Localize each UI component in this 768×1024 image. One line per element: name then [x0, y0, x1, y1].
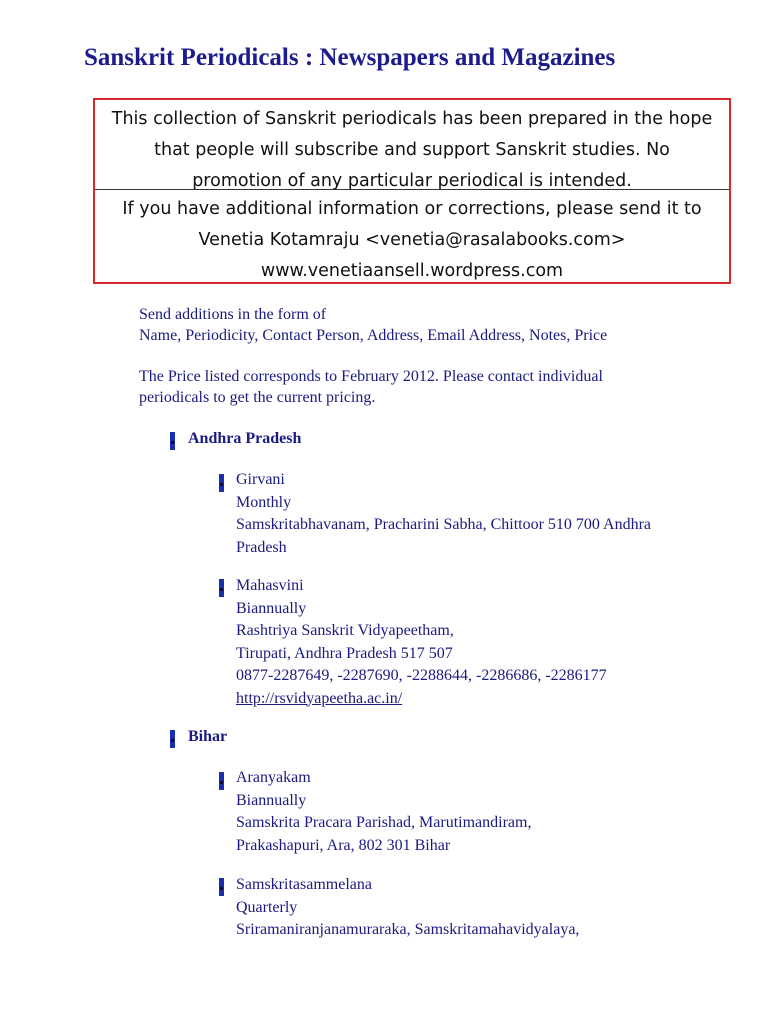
state-heading: Andhra Pradesh [188, 430, 302, 447]
periodical-website-link[interactable]: http://rsvidyapeetha.ac.in/ [236, 689, 403, 707]
periodical-address: Tirupati, Andhra Pradesh 517 507 [236, 644, 453, 662]
periodical-name: Samskritasammelana [236, 876, 372, 893]
state-bullet-icon [170, 730, 175, 748]
notice-contact-line: Venetia Kotamraju <venetia@rasalabooks.com> [198, 230, 626, 250]
periodical-entry [236, 874, 579, 942]
notice-intro-line: promotion of any particular periodical is intended. [192, 171, 632, 191]
entry-bullet-icon [219, 579, 224, 597]
notice-box [93, 98, 731, 284]
entry-bullet-icon [219, 474, 224, 492]
periodical-name: Mahasvini [236, 577, 304, 594]
price-note-paragraph [139, 366, 603, 408]
periodical-name: Aranyakam [236, 769, 311, 786]
periodical-frequency: Biannually [236, 791, 307, 809]
periodical-address: Rashtriya Sanskrit Vidyapeetham, [236, 622, 454, 639]
notice-contact [95, 194, 729, 287]
periodical-frequency: Monthly [236, 493, 292, 511]
instructions-paragraph [139, 304, 607, 346]
periodical-entry [236, 575, 607, 710]
periodical-address: Samskrita Pracara Parishad, Marutimandiram, [236, 814, 532, 831]
notice-intro-line: that people will subscribe and support Sanskrit studies. No [154, 140, 670, 160]
periodical-entry [236, 469, 651, 559]
state-heading: Bihar [188, 728, 228, 745]
periodical-entry [236, 767, 531, 857]
notice-contact-line: If you have additional information or corrections, please send it to [122, 199, 702, 219]
periodical-address: Pradesh [236, 538, 287, 556]
periodical-address: Samskritabhavanam, Pracharini Sabha, Chittoor 510 700 Andhra [236, 516, 652, 533]
price-note-line: The Price listed corresponds to February 2012. Please contact individual [139, 368, 603, 385]
instructions-line: Send additions in the form of [139, 306, 327, 323]
notice-intro-line: This collection of Sanskrit periodicals has been prepared in the hope [111, 109, 713, 129]
notice-divider [95, 189, 729, 190]
price-note-line: periodicals to get the current pricing. [139, 389, 376, 406]
notice-contact-line: www.venetiaansell.wordpress.com [260, 261, 564, 281]
periodical-address: Sriramaniranjanamuraraka, Samskritamahavidyalaya, [236, 921, 580, 938]
periodical-frequency: Quarterly [236, 898, 298, 916]
periodical-phone: 0877-2287649, -2287690, -2288644, -2286686, -2286177 [236, 667, 607, 684]
instructions-line: Name, Periodicity, Contact Person, Address, Email Address, Notes, Price [139, 327, 608, 344]
entry-bullet-icon [219, 878, 224, 896]
periodical-frequency: Biannually [236, 599, 307, 617]
state-bullet-icon [170, 432, 175, 450]
entry-bullet-icon [219, 772, 224, 790]
periodical-address: Prakashapuri, Ara, 802 301 Bihar [236, 836, 451, 854]
notice-intro [95, 104, 729, 197]
page-title: Sanskrit Periodicals : Newspapers and Magazines [84, 44, 616, 71]
periodical-name: Girvani [236, 471, 285, 488]
